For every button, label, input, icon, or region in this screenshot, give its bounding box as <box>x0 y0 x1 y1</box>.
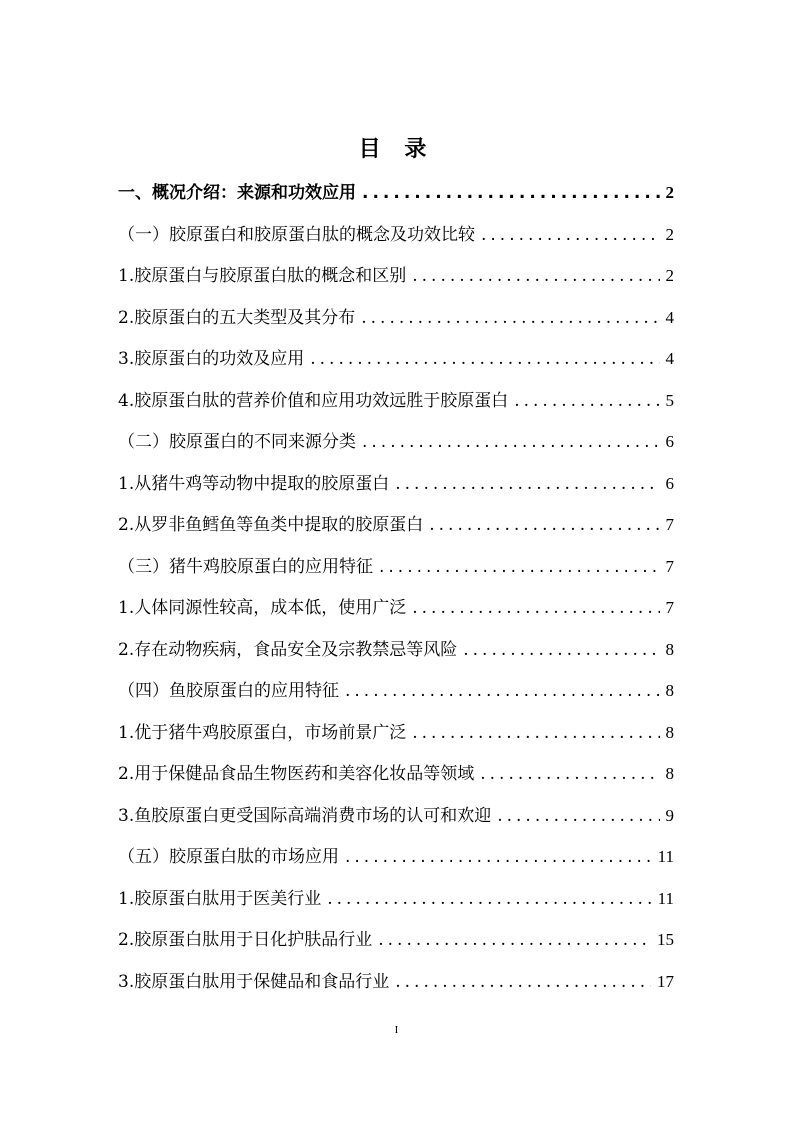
dot-leader <box>378 920 651 962</box>
dot-leader <box>463 630 659 672</box>
toc-entry[interactable] <box>118 380 674 422</box>
toc-title: 目 录 <box>358 137 435 162</box>
toc-entry-label: （五）胶原蛋白肽的市场应用 <box>118 847 339 867</box>
dot-leader <box>429 505 659 547</box>
toc-entry-page: 8 <box>665 639 674 659</box>
toc-entry-page: 15 <box>657 930 674 949</box>
toc-entry-page: 2 <box>665 224 674 244</box>
dot-leader <box>345 671 660 713</box>
toc-entry-page: 2 <box>665 266 674 285</box>
toc-entry[interactable] <box>118 670 674 712</box>
toc-entry-label: 3.胶原蛋白的功效及应用 <box>118 349 305 369</box>
toc-entry[interactable] <box>118 421 674 463</box>
toc-entry[interactable] <box>118 836 674 878</box>
toc-entry-page: 2 <box>665 183 674 202</box>
toc-entry[interactable] <box>118 878 674 920</box>
toc-entry-page: 7 <box>665 556 674 576</box>
dot-leader <box>362 173 660 215</box>
toc-entry[interactable] <box>118 712 674 754</box>
toc-entry[interactable] <box>118 753 674 795</box>
toc-entry[interactable] <box>118 338 674 380</box>
toc-entry-label: 3.胶原蛋白肽用于保健品和食品行业 <box>118 971 390 992</box>
dot-leader <box>412 713 659 755</box>
dot-leader <box>481 215 660 257</box>
toc-entry[interactable] <box>118 297 674 339</box>
toc-entry-label: 2.胶原蛋白肽用于日化护肤品行业 <box>118 930 373 950</box>
dot-leader <box>497 796 659 838</box>
toc-entry-page: 4 <box>665 307 674 327</box>
toc-entry-label: 3.鱼胶原蛋白更受国际高端消费市场的认可和欢迎 <box>118 805 492 826</box>
toc-entry[interactable] <box>118 546 674 588</box>
dot-leader <box>362 422 660 464</box>
toc-entry-page: 7 <box>665 598 674 617</box>
toc-entry-label: 2.用于保健品食品生物医药和美容化妆品等领域 <box>118 764 475 784</box>
toc-entry[interactable] <box>118 172 674 214</box>
toc-entry-label: 4.胶原蛋白肽的营养价值和应用功效远胜于胶原蛋白 <box>118 390 509 411</box>
toc-entry-label: （四）鱼胶原蛋白的应用特征 <box>118 681 339 701</box>
toc-entry[interactable] <box>118 463 674 505</box>
toc-entry-page: 6 <box>665 432 674 451</box>
dot-leader <box>327 879 651 921</box>
table-of-contents <box>118 172 674 1002</box>
dot-leader <box>361 298 659 340</box>
toc-entry-page: 8 <box>665 764 674 783</box>
toc-entry-label: 1.优于猪牛鸡胶原蛋白，市场前景广泛 <box>118 722 407 743</box>
toc-entry-page: 5 <box>665 390 674 410</box>
toc-entry[interactable] <box>118 255 674 297</box>
toc-entry-page: 4 <box>665 349 674 368</box>
toc-entry-label: 2.存在动物疾病，食品安全及宗教禁忌等风险 <box>118 639 458 660</box>
dot-leader <box>395 464 659 506</box>
dot-leader <box>412 588 659 630</box>
dot-leader <box>514 381 659 423</box>
toc-entry-label: （一）胶原蛋白和胶原蛋白肽的概念及功效比较 <box>118 224 475 245</box>
toc-entry[interactable] <box>118 587 674 629</box>
dot-leader <box>395 962 651 1004</box>
toc-entry-page: 11 <box>657 888 674 908</box>
dot-leader <box>412 256 659 298</box>
toc-entry[interactable] <box>118 961 674 1003</box>
toc-entry-label: 一、概况介绍：来源和功效应用 <box>118 183 356 203</box>
toc-entry[interactable] <box>118 919 674 961</box>
toc-entry-page: 6 <box>665 473 674 493</box>
toc-entry-page: 7 <box>665 515 674 534</box>
toc-entry-page: 17 <box>657 971 674 991</box>
toc-entry[interactable] <box>118 629 674 671</box>
toc-entry-label: 1.从猪牛鸡等动物中提取的胶原蛋白 <box>118 473 390 494</box>
toc-entry-page: 11 <box>657 847 674 866</box>
toc-entry-page: 8 <box>665 681 674 700</box>
dot-leader <box>345 837 652 879</box>
toc-entry[interactable] <box>118 795 674 837</box>
toc-entry-label: （二）胶原蛋白的不同来源分类 <box>118 432 356 452</box>
toc-entry-label: 2.胶原蛋白的五大类型及其分布 <box>118 307 356 328</box>
dot-leader <box>379 547 660 589</box>
toc-entry-label: 2.从罗非鱼鳕鱼等鱼类中提取的胶原蛋白 <box>118 515 424 535</box>
toc-entry[interactable] <box>118 504 674 546</box>
toc-entry-page: 8 <box>665 722 674 742</box>
toc-entry-label: （三）猪牛鸡胶原蛋白的应用特征 <box>118 556 373 577</box>
dot-leader <box>310 339 659 381</box>
toc-entry-label: 1.胶原蛋白与胶原蛋白肽的概念和区别 <box>118 266 407 286</box>
toc-entry-label: 1.胶原蛋白肽用于医美行业 <box>118 888 322 909</box>
toc-entry-page: 9 <box>665 805 674 825</box>
toc-entry[interactable] <box>118 214 674 256</box>
toc-entry-label: 1.人体同源性较高，成本低，使用广泛 <box>118 598 407 618</box>
dot-leader <box>480 754 659 796</box>
page-number-footer: I <box>394 1024 399 1036</box>
